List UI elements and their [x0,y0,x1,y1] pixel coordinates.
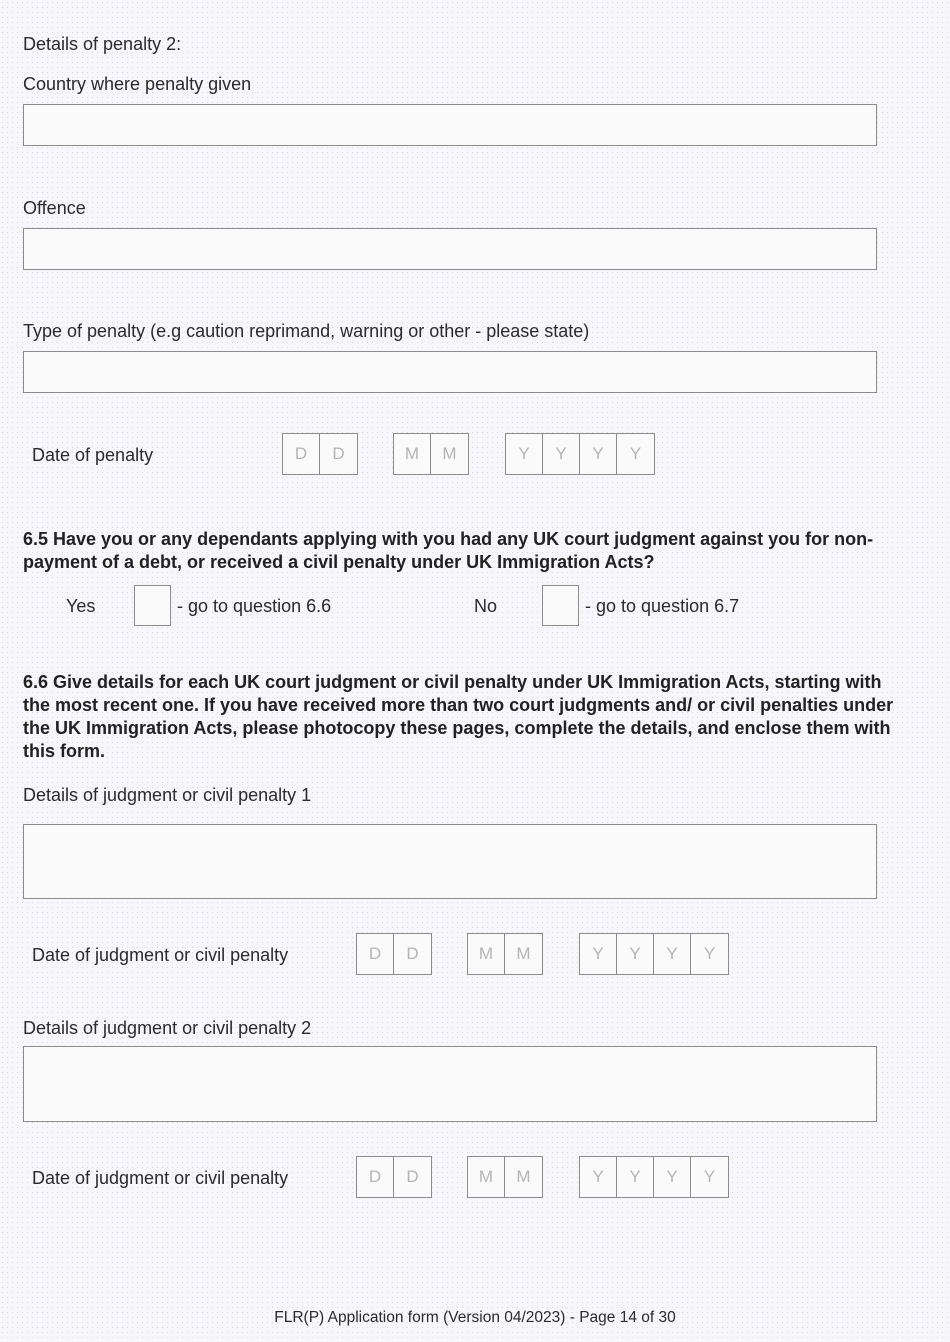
judgment-2-date-label: Date of judgment or civil penalty [32,1168,289,1188]
day-digit-1[interactable]: D [357,1157,394,1197]
judgment-1-date-label: Date of judgment or civil penalty [32,945,289,965]
judgment-1-input[interactable] [23,824,877,899]
offence-label: Offence [23,198,86,218]
penalty-type-input[interactable] [23,351,877,393]
day-digit-1[interactable]: D [283,434,320,474]
penalty-date-month[interactable] [393,433,469,475]
judgment-2-date-day[interactable] [356,1156,432,1198]
yes-label: Yes [66,596,96,616]
judgment-1-date-year[interactable] [579,933,729,975]
question-6-6: 6.6 Give details for each UK court judgment or civil penalty under UK Immigration Acts, starting with the most recent one. If you have received more than two court judgments and/ or civil penalties under the UK Immigration Acts, please photocopy these pages, complete the details, and enclose them with this form. [23,672,894,761]
judgment-2-date-year[interactable] [579,1156,729,1198]
year-digit-1[interactable]: Y [580,1157,617,1197]
country-input[interactable] [23,104,877,146]
yes-instruction: - go to question 6.6 [177,596,332,616]
penalty-type-label: Type of penalty (e.g caution reprimand, warning or other - please state) [23,321,590,341]
year-digit-2[interactable]: Y [617,934,654,974]
day-digit-1[interactable]: D [357,934,394,974]
judgment-1-date-month[interactable] [467,933,543,975]
judgment-1-date-day[interactable] [356,933,432,975]
day-digit-2[interactable]: D [394,1157,431,1197]
month-digit-1[interactable]: M [468,1157,505,1197]
month-digit-1[interactable]: M [468,934,505,974]
day-digit-2[interactable]: D [320,434,357,474]
month-digit-2[interactable]: M [505,1157,542,1197]
judgment-1-label: Details of judgment or civil penalty 1 [23,785,312,805]
year-digit-4[interactable]: Y [617,434,654,474]
judgment-2-input[interactable] [23,1046,877,1122]
year-digit-2[interactable]: Y [543,434,580,474]
year-digit-3[interactable]: Y [580,434,617,474]
no-checkbox[interactable] [542,585,579,626]
question-6-5: 6.5 Have you or any dependants applying with you had any UK court judgment against you for non-payment of a debt, or received a civil penalty under UK Immigration Acts? [23,529,874,572]
page-footer: FLR(P) Application form (Version 04/2023) - Page 14 of 30 [274,1309,676,1326]
no-label: No [474,596,498,616]
penalty-2-heading: Details of penalty 2: [23,34,182,54]
month-digit-2[interactable]: M [505,934,542,974]
penalty-date-year[interactable] [505,433,655,475]
month-digit-2[interactable]: M [431,434,468,474]
penalty-date-label: Date of penalty [32,445,154,465]
offence-input[interactable] [23,228,877,270]
year-digit-1[interactable]: Y [580,934,617,974]
yes-checkbox[interactable] [134,585,171,626]
judgment-2-label: Details of judgment or civil penalty 2 [23,1018,312,1038]
year-digit-4[interactable]: Y [691,934,728,974]
year-digit-2[interactable]: Y [617,1157,654,1197]
year-digit-3[interactable]: Y [654,1157,691,1197]
country-label: Country where penalty given [23,74,252,94]
no-instruction: - go to question 6.7 [585,596,740,616]
year-digit-4[interactable]: Y [691,1157,728,1197]
penalty-date-day[interactable] [282,433,358,475]
month-digit-1[interactable]: M [394,434,431,474]
day-digit-2[interactable]: D [394,934,431,974]
judgment-2-date-month[interactable] [467,1156,543,1198]
year-digit-1[interactable]: Y [506,434,543,474]
year-digit-3[interactable]: Y [654,934,691,974]
